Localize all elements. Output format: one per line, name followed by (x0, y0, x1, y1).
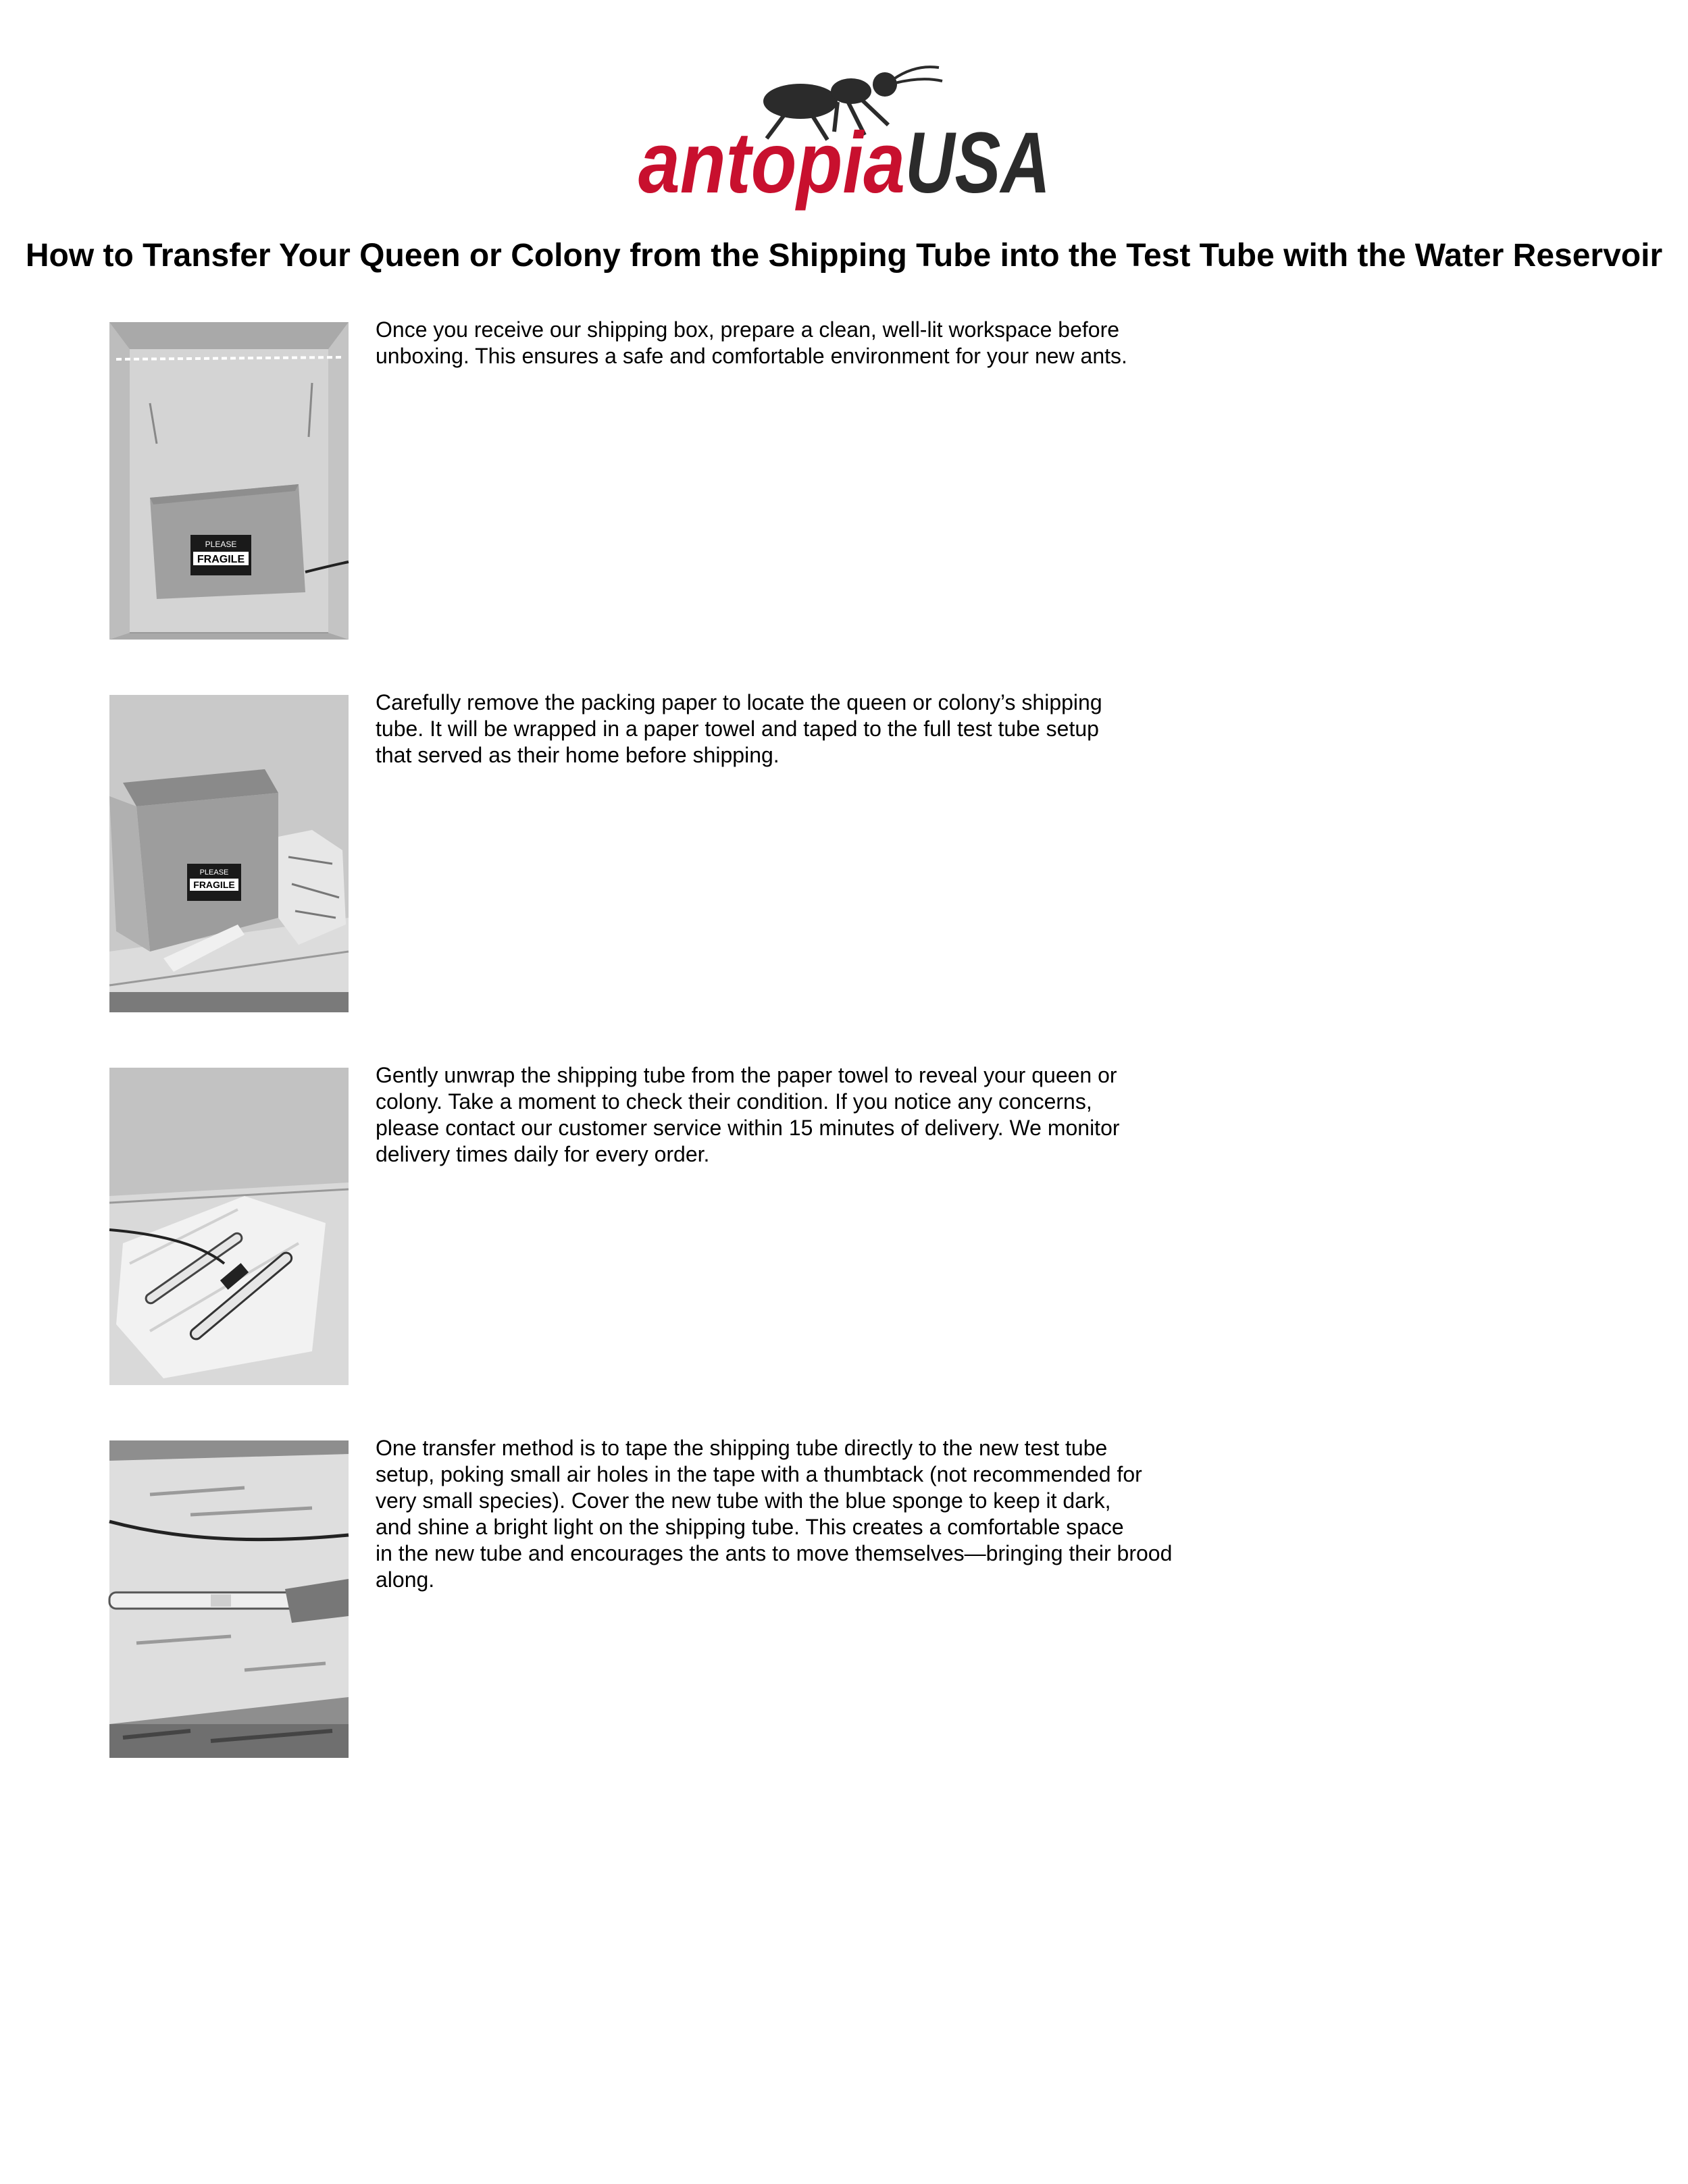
logo-word-antopia: antopia (638, 115, 905, 211)
step-4-text: One transfer method is to tape the shipping tube directly to the new test tube setup, poking small air holes in the tape with a thumbtack (not recommended for very small species). Cover the new tube with the blue sponge to keep it dark, and shine a bright light on the shipping tube. This creates a comfortable space in the new tube and encourages the ants to move themselves—bringing their brood along. (376, 1436, 1173, 1592)
fragile-label-main-2: FRAGILE (193, 879, 235, 890)
antopia-usa-logo (632, 64, 1057, 219)
page-title: How to Transfer Your Queen or Colony from the Shipping Tube into the Test Tube with the Water Reservoir (25, 238, 1663, 274)
fragile-label-top-2: PLEASE (199, 868, 229, 877)
fragile-label-top: PLEASE (205, 540, 237, 549)
unwrapped-tube-photo (109, 1068, 349, 1385)
step-3-text: Gently unwrap the shipping tube from the paper towel to reveal your queen or colony. Take a moment to check their condition. If you notice any concerns, please contact our customer service within 15 minutes of delivery. We monitor delivery times daily for every order. (376, 1063, 1120, 1166)
step-1-text: Once you receive our shipping box, prepare a clean, well-lit workspace before unboxing. This ensures a safe and comfortable environment for your new ants. (376, 317, 1127, 368)
step-2-text: Carefully remove the packing paper to locate the queen or colony’s shipping tube. It will be wrapped in a paper towel and taped to the full test tube setup that served as their home before shipping. (376, 690, 1102, 767)
shipping-box-photo (109, 322, 349, 640)
opened-box-photo (109, 695, 349, 1012)
fragile-label-main: FRAGILE (197, 554, 245, 565)
taped-tubes-photo (109, 1440, 349, 1758)
logo-word-usa: USA (905, 115, 1050, 211)
